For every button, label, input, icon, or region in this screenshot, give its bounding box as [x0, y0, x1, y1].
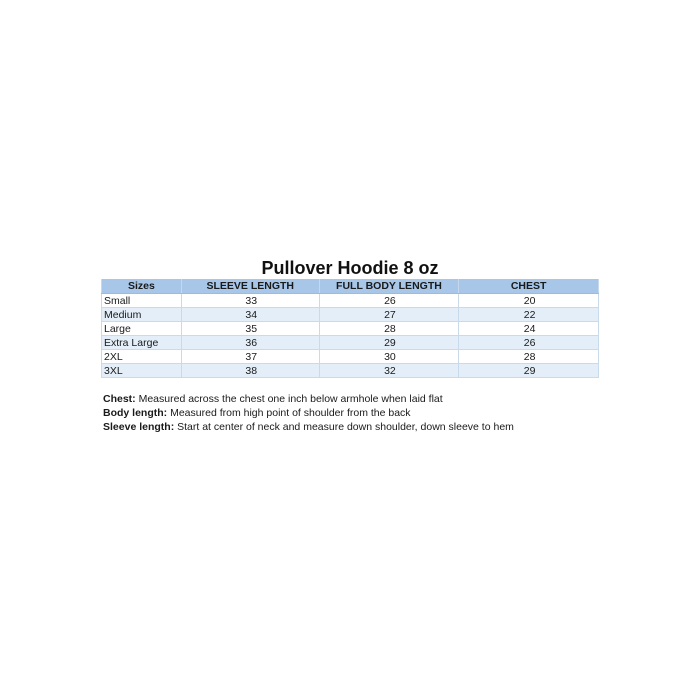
- note-label: Body length:: [103, 407, 168, 419]
- note-text: Measured from high point of shoulder from the back: [167, 407, 411, 419]
- note-chest: [103, 392, 663, 406]
- sleeve-length-cell: 38: [181, 364, 319, 378]
- note-label: Chest:: [103, 393, 136, 405]
- sleeve-length-cell: 35: [181, 322, 319, 336]
- note-text: Measured across the chest one inch below armhole when laid flat: [135, 393, 443, 405]
- size-cell: 3XL: [102, 364, 182, 378]
- table-row: [102, 336, 599, 350]
- header-sizes: Sizes: [102, 279, 182, 294]
- sleeve-length-cell: 33: [181, 294, 319, 308]
- chest-cell: 26: [459, 336, 599, 350]
- page-title: Pullover Hoodie 8 oz: [261, 258, 439, 278]
- table-row: [102, 350, 599, 364]
- size-cell: Small: [102, 294, 182, 308]
- chest-cell: 28: [459, 350, 599, 364]
- table-row: [102, 364, 599, 378]
- header-sleeve-length: SLEEVE LENGTH: [181, 279, 319, 294]
- size-cell: Large: [102, 322, 182, 336]
- full-body-length-cell: 30: [319, 350, 459, 364]
- sleeve-length-cell: 34: [181, 308, 319, 322]
- size-cell: Medium: [102, 308, 182, 322]
- full-body-length-cell: 27: [319, 308, 459, 322]
- sleeve-length-cell: 37: [181, 350, 319, 364]
- chest-cell: 20: [459, 294, 599, 308]
- full-body-length-cell: 26: [319, 294, 459, 308]
- note-body-length: [103, 406, 663, 420]
- full-body-length-cell: 28: [319, 322, 459, 336]
- table-header-row: [102, 279, 599, 294]
- measurement-notes: [103, 392, 663, 434]
- full-body-length-cell: 29: [319, 336, 459, 350]
- table-row: [102, 322, 599, 336]
- chest-cell: 22: [459, 308, 599, 322]
- header-full-body-length: FULL BODY LENGTH: [319, 279, 459, 294]
- chest-cell: 24: [459, 322, 599, 336]
- full-body-length-cell: 32: [319, 364, 459, 378]
- size-chart-table: [101, 279, 599, 378]
- table-row: [102, 294, 599, 308]
- sleeve-length-cell: 36: [181, 336, 319, 350]
- size-cell: Extra Large: [102, 336, 182, 350]
- chest-cell: 29: [459, 364, 599, 378]
- note-sleeve-length: [103, 420, 663, 434]
- table-row: [102, 308, 599, 322]
- size-cell: 2XL: [102, 350, 182, 364]
- header-chest: CHEST: [459, 279, 599, 294]
- note-text: Start at center of neck and measure down shoulder, down sleeve to hem: [174, 421, 514, 433]
- note-label: Sleeve length:: [103, 421, 175, 433]
